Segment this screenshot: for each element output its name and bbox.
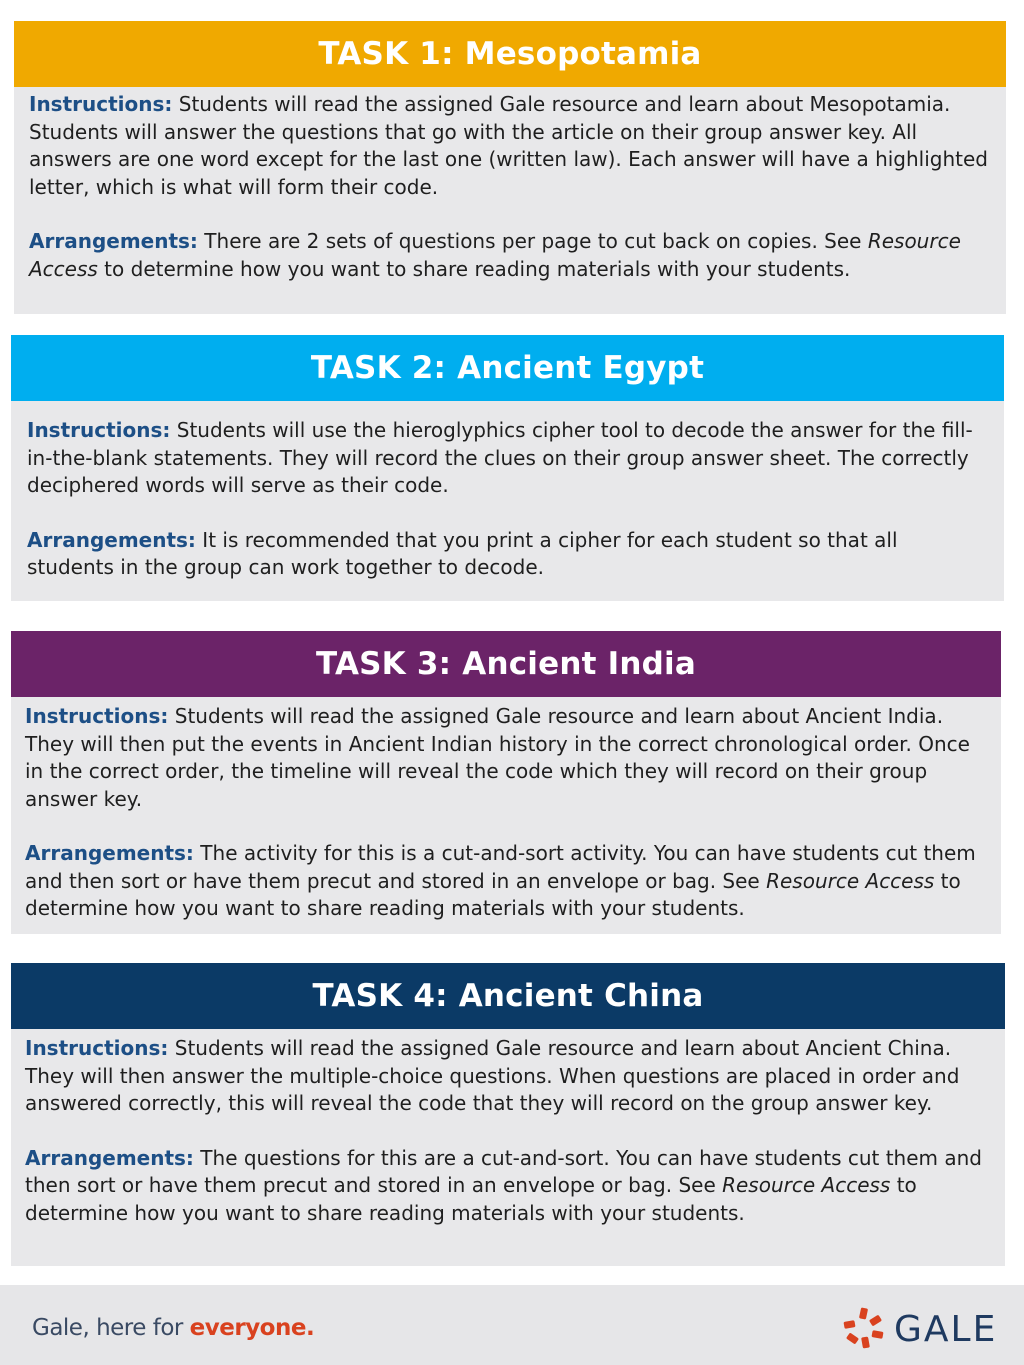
tagline-accent: everyone. bbox=[189, 1315, 315, 1341]
task-1-instructions bbox=[29, 91, 990, 201]
task-3-instructions bbox=[25, 703, 985, 813]
task-2-title: TASK 2: Ancient Egypt bbox=[310, 350, 705, 386]
instructions-label: Instructions: bbox=[25, 704, 169, 728]
footer bbox=[0, 1285, 1024, 1365]
arrangements-label: Arrangements: bbox=[27, 527, 196, 552]
task-3-title: TASK 3: Ancient India bbox=[316, 646, 696, 682]
instructions-label: Instructions: bbox=[25, 1036, 169, 1060]
task-1-card bbox=[14, 21, 1006, 314]
tagline-prefix: Gale, here for bbox=[32, 1315, 190, 1341]
instructions-text: Students will read the assigned Gale resource and learn about Ancient India. They will then put the events in Ancient Indian history in the correct chronological order. Once in the correct order, the timeline will reveal the code which they will record on their group answer key. bbox=[25, 704, 970, 811]
task-2-instructions bbox=[27, 417, 988, 500]
arrangements-text: There are 2 sets of questions per page to cut back on copies. See bbox=[197, 229, 868, 253]
task-4-instructions bbox=[25, 1035, 989, 1118]
arrangements-tail: to determine how you want to share reading materials with your students. bbox=[25, 868, 961, 920]
arrangements-label: Arrangements: bbox=[25, 1145, 194, 1170]
task-4-body bbox=[11, 1029, 1005, 1227]
arrangements-text: It is recommended that you print a cipher for each student so that all students in the group can work together to decode. bbox=[27, 527, 898, 579]
arrangements-text: The questions for this are a cut-and-sort. You can have students cut them and then sort or have them precut and stored in an envelope or bag. See bbox=[25, 1145, 983, 1197]
gale-logo-text: GALE bbox=[894, 1308, 998, 1350]
task-2-body bbox=[11, 401, 1004, 582]
task-2-header bbox=[11, 335, 1004, 401]
resource-access-reference: Resource Access bbox=[722, 1173, 891, 1197]
arrangements-tail: to determine how you want to share reading materials with your students. bbox=[25, 1173, 917, 1225]
instructions-label: Instructions: bbox=[29, 92, 173, 116]
task-1-body bbox=[14, 87, 1006, 283]
arrangements-label: Arrangements: bbox=[29, 229, 198, 253]
instructions-label: Instructions: bbox=[27, 418, 171, 442]
task-2-card bbox=[11, 335, 1004, 601]
resource-access-reference: Resource Access bbox=[766, 868, 935, 893]
arrangements-text: The activity for this is a cut-and-sort activity. You can have students cut them and then sort or have them precut and stored in an envelope or bag. See bbox=[25, 841, 976, 893]
instructions-text: Students will read the assigned Gale resource and learn about Mesopotamia. Students will answer the questions that go with the article on their group answer key. All answers are one word except for the last one (written law). Each answer will have a highlighted letter, which is what will form their code. bbox=[29, 92, 989, 199]
task-1-arrangements bbox=[29, 228, 990, 283]
task-3-body bbox=[11, 697, 1001, 923]
arrangements-label: Arrangements: bbox=[25, 841, 194, 865]
task-3-card bbox=[11, 631, 1001, 934]
gale-starburst-icon bbox=[840, 1307, 888, 1351]
task-3-arrangements bbox=[25, 840, 985, 923]
task-1-header bbox=[14, 21, 1006, 87]
task-4-arrangements bbox=[25, 1145, 989, 1228]
task-4-header bbox=[11, 963, 1005, 1029]
task-2-arrangements bbox=[27, 527, 988, 582]
gale-logo bbox=[840, 1307, 997, 1351]
arrangements-tail: to determine how you want to share reading materials with your students. bbox=[97, 256, 851, 281]
task-4-title: TASK 4: Ancient China bbox=[312, 978, 704, 1014]
instructions-text: Students will use the hieroglyphics cipher tool to decode the answer for the fill-in-the-blank statements. They will record the clues on their group answer sheet. The correctly deciphered words will serve as their code. bbox=[27, 418, 973, 497]
task-1-title: TASK 1: Mesopotamia bbox=[318, 36, 702, 72]
instructions-text: Students will read the assigned Gale resource and learn about Ancient China. They will then answer the multiple-choice questions. When questions are placed in order and answered correctly, this will reveal the code that they will record on the group answer key. bbox=[25, 1036, 960, 1115]
task-3-header bbox=[11, 631, 1001, 697]
task-4-card bbox=[11, 963, 1005, 1266]
footer-tagline bbox=[32, 1315, 314, 1341]
resource-access-reference: Resource Access bbox=[29, 229, 961, 281]
